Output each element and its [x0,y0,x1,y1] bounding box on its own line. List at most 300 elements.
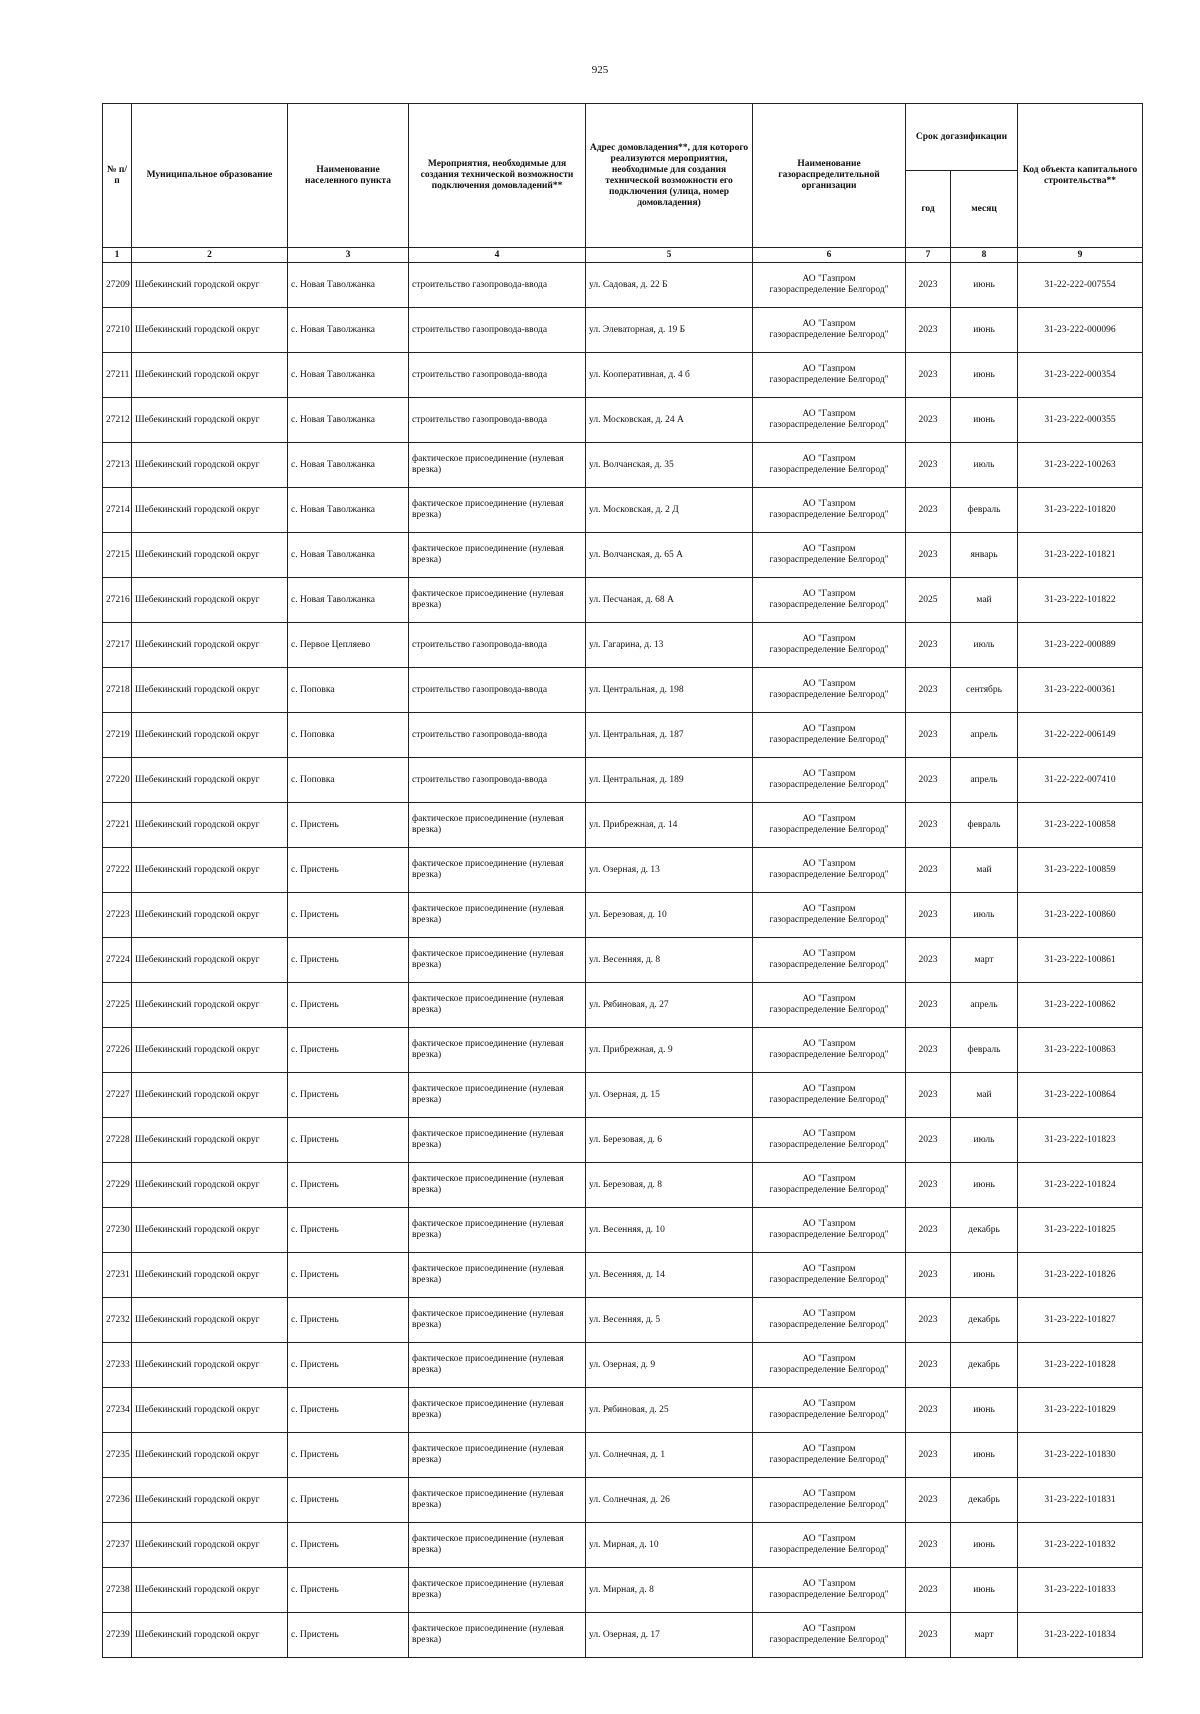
row-municipality: Шебекинский городской округ [132,1343,288,1388]
row-number: 27210 [103,308,132,353]
row-measure: фактическое присоединение (нулевая врезка) [409,1073,586,1118]
row-code: 31-23-222-000354 [1018,353,1143,398]
row-month: апрель [951,983,1018,1028]
row-number: 27225 [103,983,132,1028]
table-row [103,713,1143,758]
row-settlement: с. Пристень [288,1073,409,1118]
row-address: ул. Рябиновая, д. 27 [586,983,753,1028]
row-organization-line2: газораспределение Белгород" [769,1410,889,1420]
row-settlement: с. Пристень [288,1163,409,1208]
table-row [103,1208,1143,1253]
row-number: 27231 [103,1253,132,1298]
row-organization [753,1568,906,1613]
row-year: 2023 [906,758,951,803]
row-month: июнь [951,308,1018,353]
row-address: ул. Гагарина, д. 13 [586,623,753,668]
row-number: 27239 [103,1613,132,1658]
row-year: 2023 [906,488,951,533]
row-year: 2023 [906,1208,951,1253]
row-address: ул. Садовая, д. 22 Б [586,263,753,308]
row-month: февраль [951,1028,1018,1073]
row-month: апрель [951,713,1018,758]
row-organization [753,1388,906,1433]
row-code: 31-23-222-101832 [1018,1523,1143,1568]
row-organization-line2: газораспределение Белгород" [769,1140,889,1150]
row-organization [753,938,906,983]
row-settlement: с. Новая Таволжанка [288,353,409,398]
row-organization [753,488,906,533]
header-address: Адрес домовладения**, для которого реализуются мероприятия, необходимые для создания технической возможности его подключения (улица, номер домовладения) [586,104,753,248]
row-measure: фактическое присоединение (нулевая врезка) [409,803,586,848]
row-municipality: Шебекинский городской округ [132,578,288,623]
page-number: 925 [591,64,609,76]
row-organization [753,848,906,893]
row-number: 27216 [103,578,132,623]
row-measure: фактическое присоединение (нулевая врезка) [409,1163,586,1208]
row-organization-line1: АО "Газпром [802,1309,856,1319]
row-organization-line2: газораспределение Белгород" [769,510,889,520]
row-year: 2023 [906,1073,951,1118]
row-measure: строительство газопровода-ввода [409,353,586,398]
row-settlement: с. Пристень [288,1028,409,1073]
row-settlement: с. Новая Таволжанка [288,308,409,353]
table-row [103,1298,1143,1343]
row-month: июль [951,623,1018,668]
row-organization-line1: АО "Газпром [802,1399,856,1409]
row-address: ул. Весенняя, д. 14 [586,1253,753,1298]
row-organization [753,1298,906,1343]
row-municipality: Шебекинский городской округ [132,893,288,938]
row-organization-line2: газораспределение Белгород" [769,1050,889,1060]
row-municipality: Шебекинский городской округ [132,803,288,848]
row-organization [753,398,906,443]
row-month: декабрь [951,1478,1018,1523]
row-municipality: Шебекинский городской округ [132,308,288,353]
row-organization-line2: газораспределение Белгород" [769,1320,889,1330]
row-year: 2023 [906,1478,951,1523]
row-address: ул. Песчаная, д. 68 А [586,578,753,623]
row-year: 2023 [906,1388,951,1433]
row-address: ул. Весенняя, д. 10 [586,1208,753,1253]
row-organization-line2: газораспределение Белгород" [769,1455,889,1465]
row-number: 27218 [103,668,132,713]
row-organization-line2: газораспределение Белгород" [769,1095,889,1105]
row-organization [753,983,906,1028]
row-address: ул. Весенняя, д. 8 [586,938,753,983]
row-number: 27226 [103,1028,132,1073]
header-row-top [103,104,1143,171]
row-organization [753,263,906,308]
header-month: месяц [951,171,1018,248]
row-organization [753,1478,906,1523]
row-organization-line1: АО "Газпром [802,499,856,509]
row-month: июль [951,443,1018,488]
row-organization-line2: газораспределение Белгород" [769,1545,889,1555]
row-municipality: Шебекинский городской округ [132,1478,288,1523]
row-address: ул. Озерная, д. 13 [586,848,753,893]
row-organization-line2: газораспределение Белгород" [769,465,889,475]
row-municipality: Шебекинский городской округ [132,398,288,443]
row-organization-line2: газораспределение Белгород" [769,1635,889,1645]
row-municipality: Шебекинский городской округ [132,1568,288,1613]
row-number: 27217 [103,623,132,668]
row-organization-line1: АО "Газпром [802,859,856,869]
row-organization-line1: АО "Газпром [802,904,856,914]
row-settlement: с. Первое Цепляево [288,623,409,668]
row-organization [753,1073,906,1118]
row-code: 31-23-222-101833 [1018,1568,1143,1613]
row-measure: фактическое присоединение (нулевая врезка) [409,1343,586,1388]
row-municipality: Шебекинский городской округ [132,443,288,488]
row-organization-line1: АО "Газпром [802,1489,856,1499]
row-code: 31-23-222-101820 [1018,488,1143,533]
row-year: 2023 [906,1568,951,1613]
row-organization [753,803,906,848]
row-municipality: Шебекинский городской округ [132,983,288,1028]
row-measure: фактическое присоединение (нулевая врезка) [409,1208,586,1253]
row-organization-line2: газораспределение Белгород" [769,1275,889,1285]
row-month: июнь [951,1388,1018,1433]
row-number: 27213 [103,443,132,488]
row-municipality: Шебекинский городской округ [132,1028,288,1073]
row-code: 31-23-222-100860 [1018,893,1143,938]
row-year: 2023 [906,1523,951,1568]
row-address: ул. Центральная, д. 189 [586,758,753,803]
row-settlement: с. Пристень [288,1118,409,1163]
row-month: июнь [951,1253,1018,1298]
row-measure: фактическое присоединение (нулевая врезка) [409,1298,586,1343]
row-municipality: Шебекинский городской округ [132,623,288,668]
row-organization-line1: АО "Газпром [802,1579,856,1589]
row-organization-line1: АО "Газпром [802,1444,856,1454]
row-measure: фактическое присоединение (нулевая врезка) [409,1568,586,1613]
row-organization-line2: газораспределение Белгород" [769,1365,889,1375]
row-organization [753,1028,906,1073]
row-organization-line1: АО "Газпром [802,634,856,644]
table-row [103,578,1143,623]
row-settlement: с. Поповка [288,758,409,803]
row-municipality: Шебекинский городской округ [132,1388,288,1433]
row-address: ул. Центральная, д. 198 [586,668,753,713]
row-organization-line1: АО "Газпром [802,1084,856,1094]
row-code: 31-23-222-100263 [1018,443,1143,488]
row-settlement: с. Пристень [288,803,409,848]
row-organization [753,353,906,398]
row-organization [753,1208,906,1253]
row-address: ул. Солнечная, д. 26 [586,1478,753,1523]
row-measure: фактическое присоединение (нулевая врезка) [409,1253,586,1298]
row-organization-line2: газораспределение Белгород" [769,285,889,295]
row-organization [753,308,906,353]
row-code: 31-23-222-101823 [1018,1118,1143,1163]
row-organization-line1: АО "Газпром [802,1264,856,1274]
row-organization-line2: газораспределение Белгород" [769,915,889,925]
row-measure: фактическое присоединение (нулевая врезка) [409,848,586,893]
row-settlement: с. Пристень [288,1613,409,1658]
row-code: 31-23-222-101828 [1018,1343,1143,1388]
row-year: 2023 [906,1343,951,1388]
row-number: 27228 [103,1118,132,1163]
row-organization-line2: газораспределение Белгород" [769,690,889,700]
row-settlement: с. Поповка [288,713,409,758]
row-code: 31-22-222-007410 [1018,758,1143,803]
row-code: 31-23-222-101830 [1018,1433,1143,1478]
row-code: 31-23-222-100864 [1018,1073,1143,1118]
row-organization-line1: АО "Газпром [802,589,856,599]
row-year: 2023 [906,803,951,848]
row-municipality: Шебекинский городской округ [132,533,288,578]
column-number: 2 [132,248,288,263]
row-number: 27238 [103,1568,132,1613]
row-number: 27235 [103,1433,132,1478]
row-measure: строительство газопровода-ввода [409,713,586,758]
row-year: 2023 [906,713,951,758]
row-organization-line1: АО "Газпром [802,1039,856,1049]
row-measure: фактическое присоединение (нулевая врезка) [409,1523,586,1568]
table-row [103,848,1143,893]
row-municipality: Шебекинский городской округ [132,668,288,713]
row-year: 2023 [906,848,951,893]
row-organization-line2: газораспределение Белгород" [769,960,889,970]
row-code: 31-23-222-101824 [1018,1163,1143,1208]
row-organization-line2: газораспределение Белгород" [769,330,889,340]
row-code: 31-23-222-000889 [1018,623,1143,668]
row-measure: фактическое присоединение (нулевая врезка) [409,1388,586,1433]
row-organization-line2: газораспределение Белгород" [769,870,889,880]
row-address: ул. Солнечная, д. 1 [586,1433,753,1478]
row-organization-line1: АО "Газпром [802,454,856,464]
row-code: 31-23-222-100859 [1018,848,1143,893]
table-row [103,533,1143,578]
table-row [103,1073,1143,1118]
header-year: год [906,171,951,248]
row-month: февраль [951,803,1018,848]
row-settlement: с. Новая Таволжанка [288,578,409,623]
row-month: май [951,578,1018,623]
row-organization-line1: АО "Газпром [802,1534,856,1544]
table-row [103,803,1143,848]
row-month: июнь [951,398,1018,443]
row-address: ул. Элеваторная, д. 19 Б [586,308,753,353]
column-number: 9 [1018,248,1143,263]
row-number: 27236 [103,1478,132,1523]
row-municipality: Шебекинский городской округ [132,758,288,803]
header-num: № п/п [103,104,132,248]
row-month: июнь [951,353,1018,398]
row-year: 2025 [906,578,951,623]
row-address: ул. Московская, д. 2 Д [586,488,753,533]
row-measure: фактическое присоединение (нулевая врезка) [409,1478,586,1523]
row-year: 2023 [906,1118,951,1163]
row-organization-line1: АО "Газпром [802,994,856,1004]
row-number: 27232 [103,1298,132,1343]
row-number: 27229 [103,1163,132,1208]
row-year: 2023 [906,1163,951,1208]
row-address: ул. Озерная, д. 17 [586,1613,753,1658]
row-organization [753,668,906,713]
row-month: июнь [951,1523,1018,1568]
row-municipality: Шебекинский городской округ [132,1433,288,1478]
row-settlement: с. Пристень [288,1433,409,1478]
table-row [103,263,1143,308]
table-row [103,1163,1143,1208]
row-settlement: с. Пристень [288,1298,409,1343]
row-number: 27215 [103,533,132,578]
row-address: ул. Волчанская, д. 35 [586,443,753,488]
row-settlement: с. Пристень [288,848,409,893]
row-month: декабрь [951,1298,1018,1343]
row-year: 2023 [906,1433,951,1478]
row-measure: фактическое присоединение (нулевая врезка) [409,533,586,578]
row-measure: фактическое присоединение (нулевая врезка) [409,983,586,1028]
row-measure: фактическое присоединение (нулевая врезка) [409,1433,586,1478]
row-settlement: с. Пристень [288,1478,409,1523]
row-municipality: Шебекинский городской округ [132,1163,288,1208]
row-month: июнь [951,1433,1018,1478]
row-code: 31-23-222-100863 [1018,1028,1143,1073]
table-header [103,104,1143,263]
row-address: ул. Озерная, д. 15 [586,1073,753,1118]
row-organization-line2: газораспределение Белгород" [769,420,889,430]
row-number: 27234 [103,1388,132,1433]
row-month: сентябрь [951,668,1018,713]
row-organization-line2: газораспределение Белгород" [769,735,889,745]
row-organization [753,1163,906,1208]
row-organization-line2: газораспределение Белгород" [769,555,889,565]
row-measure: строительство газопровода-ввода [409,758,586,803]
row-organization-line1: АО "Газпром [802,1624,856,1634]
row-address: ул. Рябиновая, д. 25 [586,1388,753,1433]
row-number: 27219 [103,713,132,758]
row-organization-line1: АО "Газпром [802,544,856,554]
row-settlement: с. Пристень [288,983,409,1028]
row-address: ул. Мирная, д. 10 [586,1523,753,1568]
row-organization-line1: АО "Газпром [802,409,856,419]
row-organization [753,713,906,758]
row-measure: фактическое присоединение (нулевая врезка) [409,488,586,533]
row-address: ул. Волчанская, д. 65 А [586,533,753,578]
row-municipality: Шебекинский городской округ [132,263,288,308]
row-month: март [951,1613,1018,1658]
table-row [103,1523,1143,1568]
row-address: ул. Озерная, д. 9 [586,1343,753,1388]
row-year: 2023 [906,668,951,713]
row-organization [753,1118,906,1163]
row-organization-line2: газораспределение Белгород" [769,600,889,610]
table-row [103,1118,1143,1163]
row-measure: фактическое присоединение (нулевая врезка) [409,443,586,488]
row-code: 31-23-222-000361 [1018,668,1143,713]
row-code: 31-23-222-100862 [1018,983,1143,1028]
row-municipality: Шебекинский городской округ [132,1253,288,1298]
table-row [103,1388,1143,1433]
header-term: Срок догазификации [906,104,1018,171]
row-year: 2023 [906,1613,951,1658]
row-settlement: с. Пристень [288,1343,409,1388]
row-organization [753,1433,906,1478]
row-month: июнь [951,1163,1018,1208]
row-address: ул. Прибрежная, д. 14 [586,803,753,848]
row-code: 31-22-222-007554 [1018,263,1143,308]
row-measure: фактическое присоединение (нулевая врезка) [409,1613,586,1658]
row-address: ул. Березовая, д. 10 [586,893,753,938]
row-code: 31-23-222-100858 [1018,803,1143,848]
row-month: май [951,848,1018,893]
row-organization-line2: газораспределение Белгород" [769,1185,889,1195]
row-year: 2023 [906,1298,951,1343]
row-organization-line1: АО "Газпром [802,364,856,374]
row-code: 31-23-222-101825 [1018,1208,1143,1253]
row-settlement: с. Пристень [288,1253,409,1298]
row-measure: строительство газопровода-ввода [409,668,586,713]
row-number: 27211 [103,353,132,398]
row-municipality: Шебекинский городской округ [132,1073,288,1118]
row-settlement: с. Поповка [288,668,409,713]
row-year: 2023 [906,893,951,938]
row-organization-line1: АО "Газпром [802,679,856,689]
row-month: июль [951,893,1018,938]
row-code: 31-23-222-101834 [1018,1613,1143,1658]
row-municipality: Шебекинский городской округ [132,1208,288,1253]
row-municipality: Шебекинский городской округ [132,353,288,398]
row-organization [753,758,906,803]
row-month: февраль [951,488,1018,533]
row-settlement: с. Новая Таволжанка [288,488,409,533]
table-row [103,623,1143,668]
table-body [103,263,1143,1658]
row-organization-line1: АО "Газпром [802,724,856,734]
row-settlement: с. Пристень [288,893,409,938]
row-month: июнь [951,1568,1018,1613]
column-number: 6 [753,248,906,263]
row-month: июнь [951,263,1018,308]
header-code: Код объекта капитального строительства** [1018,104,1143,248]
row-month: май [951,1073,1018,1118]
table-row [103,1478,1143,1523]
row-address: ул. Мирная, д. 8 [586,1568,753,1613]
row-organization [753,893,906,938]
row-organization-line2: газораспределение Белгород" [769,1500,889,1510]
column-number: 4 [409,248,586,263]
row-year: 2023 [906,983,951,1028]
row-number: 27224 [103,938,132,983]
table-row [103,1028,1143,1073]
row-organization-line2: газораспределение Белгород" [769,780,889,790]
row-address: ул. Весенняя, д. 5 [586,1298,753,1343]
row-year: 2023 [906,1253,951,1298]
row-municipality: Шебекинский городской округ [132,488,288,533]
row-organization-line1: АО "Газпром [802,274,856,284]
row-measure: фактическое присоединение (нулевая врезка) [409,578,586,623]
row-organization [753,443,906,488]
row-year: 2023 [906,353,951,398]
table-row [103,488,1143,533]
row-municipality: Шебекинский городской округ [132,1523,288,1568]
row-settlement: с. Пристень [288,1523,409,1568]
row-number: 27230 [103,1208,132,1253]
row-number: 27212 [103,398,132,443]
row-number: 27233 [103,1343,132,1388]
row-year: 2023 [906,623,951,668]
row-measure: строительство газопровода-ввода [409,623,586,668]
row-year: 2023 [906,938,951,983]
column-number: 1 [103,248,132,263]
row-municipality: Шебекинский городской округ [132,938,288,983]
row-measure: строительство газопровода-ввода [409,398,586,443]
row-month: июль [951,1118,1018,1163]
row-municipality: Шебекинский городской округ [132,1118,288,1163]
row-code: 31-23-222-101831 [1018,1478,1143,1523]
